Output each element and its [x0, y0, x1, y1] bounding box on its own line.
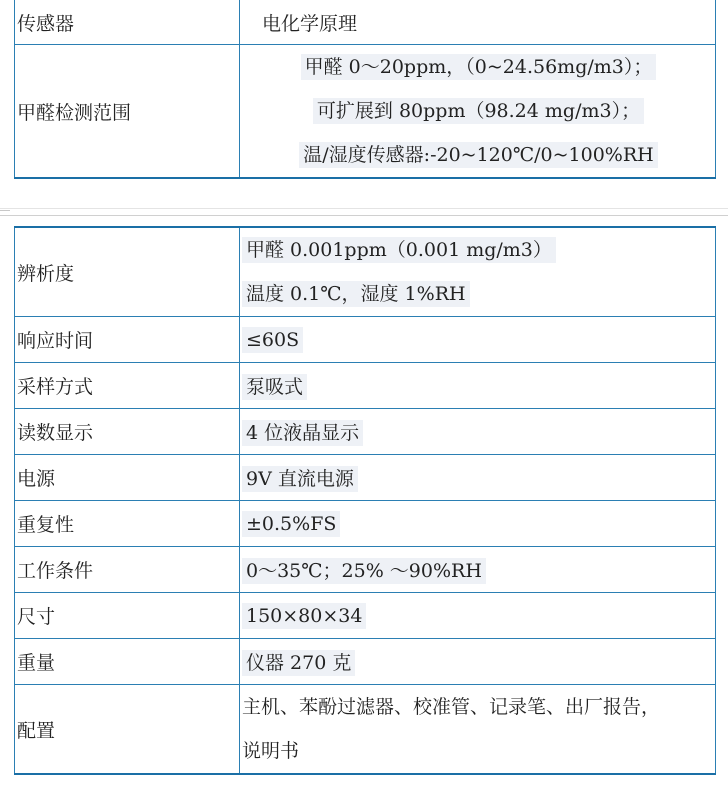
table-row — [15, 593, 716, 639]
table-row — [15, 227, 716, 317]
sampling-value: 泵吸式 — [240, 363, 716, 409]
sampling-label: 采样方式 — [15, 363, 240, 409]
range-line-3: 温/湿度传感器:-20~120℃/0~100%RH — [299, 142, 657, 168]
sensor-label: 传感器 — [15, 0, 240, 45]
table-row — [15, 45, 716, 179]
weight-value: 仪器 270 克 — [240, 639, 716, 685]
table-row — [15, 363, 716, 409]
weight-label: 重量 — [15, 639, 240, 685]
size-value: 150×80×34 — [240, 593, 716, 639]
range-line-2: 可扩展到 80ppm（98.24 mg/m3）； — [313, 98, 644, 124]
resolution-value — [240, 227, 716, 317]
table-row — [15, 685, 716, 775]
spec-table-bottom — [14, 226, 716, 775]
table-row — [15, 0, 716, 45]
response-time-value: ≤60S — [240, 317, 716, 363]
sensor-value: 电化学原理 — [240, 0, 716, 45]
config-value — [240, 685, 716, 775]
range-line-1: 甲醛 0～20ppm，（0~24.56mg/m3）； — [301, 54, 657, 80]
table-row — [15, 639, 716, 685]
power-value: 9V 直流电源 — [240, 455, 716, 501]
display-label: 读数显示 — [15, 409, 240, 455]
display-value: 4 位液晶显示 — [240, 409, 716, 455]
conditions-value: 0～35℃；25% ～90%RH — [240, 547, 716, 593]
size-label: 尺寸 — [15, 593, 240, 639]
resolution-line-2: 温度 0.1℃，湿度 1%RH — [242, 281, 470, 307]
table-row — [15, 547, 716, 593]
table-row — [15, 501, 716, 547]
table-row — [15, 409, 716, 455]
power-label: 电源 — [15, 455, 240, 501]
repeatability-label: 重复性 — [15, 501, 240, 547]
table-row — [15, 317, 716, 363]
repeatability-value: ±0.5%FS — [240, 501, 716, 547]
detection-range-value — [240, 45, 716, 179]
page-separator — [0, 208, 728, 218]
detection-range-label: 甲醛检测范围 — [15, 45, 240, 179]
spec-table-top — [14, 0, 716, 179]
config-label: 配置 — [15, 685, 240, 775]
conditions-label: 工作条件 — [15, 547, 240, 593]
config-line-1: 主机、苯酚过滤器、校准管、记录笔、出厂报告， — [242, 696, 661, 718]
resolution-line-1: 甲醛 0.001ppm（0.001 mg/m3） — [242, 237, 556, 263]
config-line-2: 说明书 — [242, 740, 300, 762]
resolution-label: 辨析度 — [15, 227, 240, 317]
table-row — [15, 455, 716, 501]
response-time-label: 响应时间 — [15, 317, 240, 363]
